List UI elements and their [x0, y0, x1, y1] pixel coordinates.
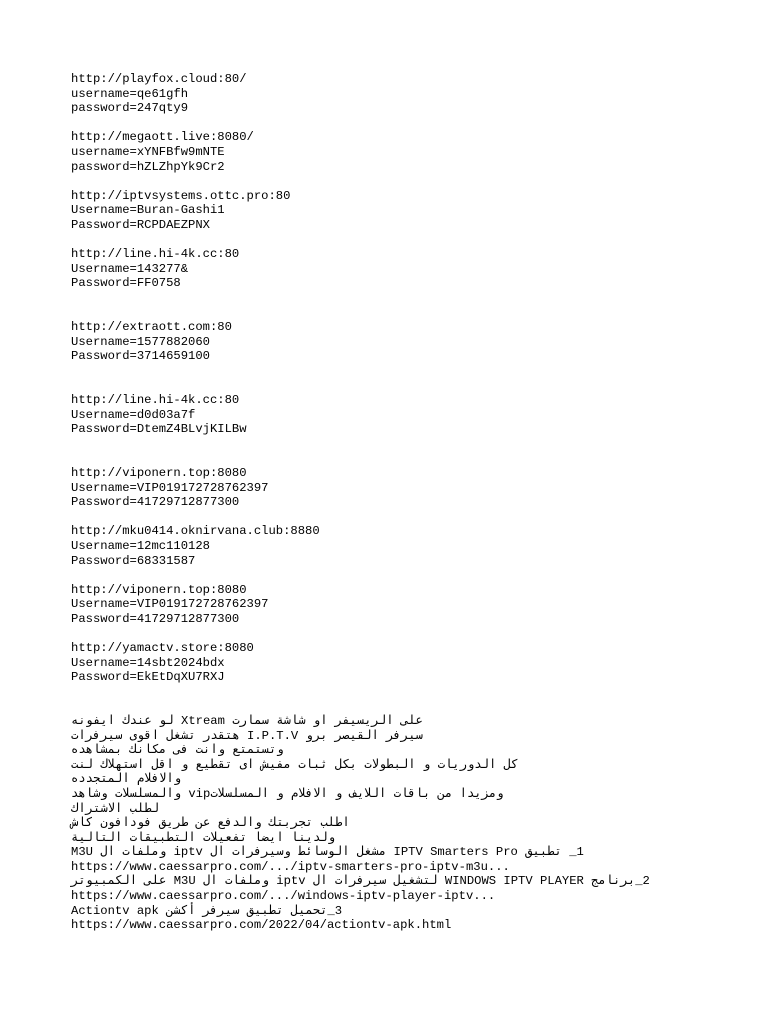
server-url[interactable]: http://extraott.com:80	[71, 320, 232, 335]
server-url[interactable]: http://mku0414.oknirvana.club:8880	[71, 524, 320, 539]
server-password: Password=41729712877300	[71, 611, 240, 626]
server-entry	[71, 583, 751, 627]
server-username: username=qe61gfh	[71, 86, 189, 101]
server-entry	[71, 130, 751, 174]
server-password: password=247qty9	[71, 101, 189, 116]
server-url[interactable]: http://megaott.live:8080/	[71, 130, 254, 145]
app-link[interactable]: https://www.caessarpro.com/.../iptv-smarters-pro-iptv-m3u...	[71, 859, 510, 874]
server-url[interactable]: http://viponern.top:8080	[71, 582, 247, 597]
server-username: Username=1577882060	[71, 334, 210, 349]
server-password: Password=FF0758	[71, 276, 181, 291]
app-title: 3_تحميل تطبيق سيرفر أكشن Actiontv apk	[71, 903, 343, 918]
server-url[interactable]: http://line.hi-4k.cc:80	[71, 393, 240, 408]
server-password: Password=EkEtDqXU7RXJ	[71, 670, 225, 685]
server-password: Password=RCPDAEZPNX	[71, 217, 210, 232]
server-entry	[71, 466, 751, 510]
server-url[interactable]: http://viponern.top:8080	[71, 466, 247, 481]
server-url[interactable]: http://yamactv.store:8080	[71, 641, 254, 656]
promo-section	[71, 714, 751, 933]
server-password: password=hZLZhpYk9Cr2	[71, 159, 225, 174]
promo-line: لطلب الاشتراك	[71, 801, 160, 816]
app-link[interactable]: https://www.caessarpro.com/2022/04/actiontv-apk.html	[71, 918, 452, 933]
promo-line: كل الدوريات و البطولات بكل ثبات مفيش اى تقطيع و اقل استهلاك لنت	[71, 757, 519, 772]
server-password: Password=3714659100	[71, 349, 210, 364]
server-username: Username=VIP019172728762397	[71, 597, 269, 612]
server-password: Password=68331587	[71, 553, 196, 568]
server-url[interactable]: http://line.hi-4k.cc:80	[71, 247, 240, 262]
server-entry	[71, 320, 751, 364]
server-entry	[71, 72, 751, 116]
server-username: Username=12mc110128	[71, 539, 210, 553]
server-entry	[71, 189, 751, 233]
app-link[interactable]: https://www.caessarpro.com/.../windows-iptv-player-iptv...	[71, 889, 496, 904]
server-username: Username=143277&	[71, 261, 189, 276]
document-body	[71, 72, 751, 933]
server-username: Username=Buran-Gashi1	[71, 203, 225, 218]
promo-line: والافلام المتجدده	[71, 772, 182, 787]
promo-line: ومزيدا من باقات اللايف و الافلام و المسلسلاتvip والمسلسلات وشاهد	[71, 786, 504, 801]
server-password: Password=DtemZ4BLvjKILBw	[71, 422, 247, 437]
server-password: Password=41729712877300	[71, 495, 240, 510]
promo-line: سيرفر القيصر برو I.P.T.V هتقدر تشغل اقوى سيرفرات	[71, 728, 423, 743]
server-entry	[71, 247, 751, 291]
server-url[interactable]: http://iptvsystems.ottc.pro:80	[71, 188, 291, 203]
promo-line: اطلب تجربتك والدفع عن طريق فودافون كاش	[71, 816, 350, 831]
server-username: Username=d0d03a7f	[71, 407, 196, 422]
server-username: Username=14sbt2024bdx	[71, 655, 225, 670]
app-title: 1_ تطبيق IPTV Smarters Pro مشغل الوسائط وسيرفرات ال iptv وملفات ال M3U	[71, 845, 584, 860]
server-entry	[71, 524, 751, 568]
promo-line: على الريسيفر او شاشة سمارت Xtream لو عندك ايفونه	[71, 713, 423, 728]
server-url[interactable]: http://playfox.cloud:80/	[71, 72, 247, 86]
server-username: username=xYNFBfw9mNTE	[71, 144, 225, 159]
app-title: 2_برنامج WINDOWS IPTV PLAYER لتشغيل سيرفرات ال iptv وملفات ال M3U على الكمبيوتر	[71, 874, 650, 889]
server-username: Username=VIP019172728762397	[71, 480, 269, 495]
server-entry	[71, 641, 751, 685]
server-entry	[71, 393, 751, 437]
promo-line: وتستمتع وانت فى مكانك بمشاهده	[71, 743, 284, 758]
promo-line: ولدينا ايضا تفعيلات التطبيقات التالية	[71, 830, 336, 845]
